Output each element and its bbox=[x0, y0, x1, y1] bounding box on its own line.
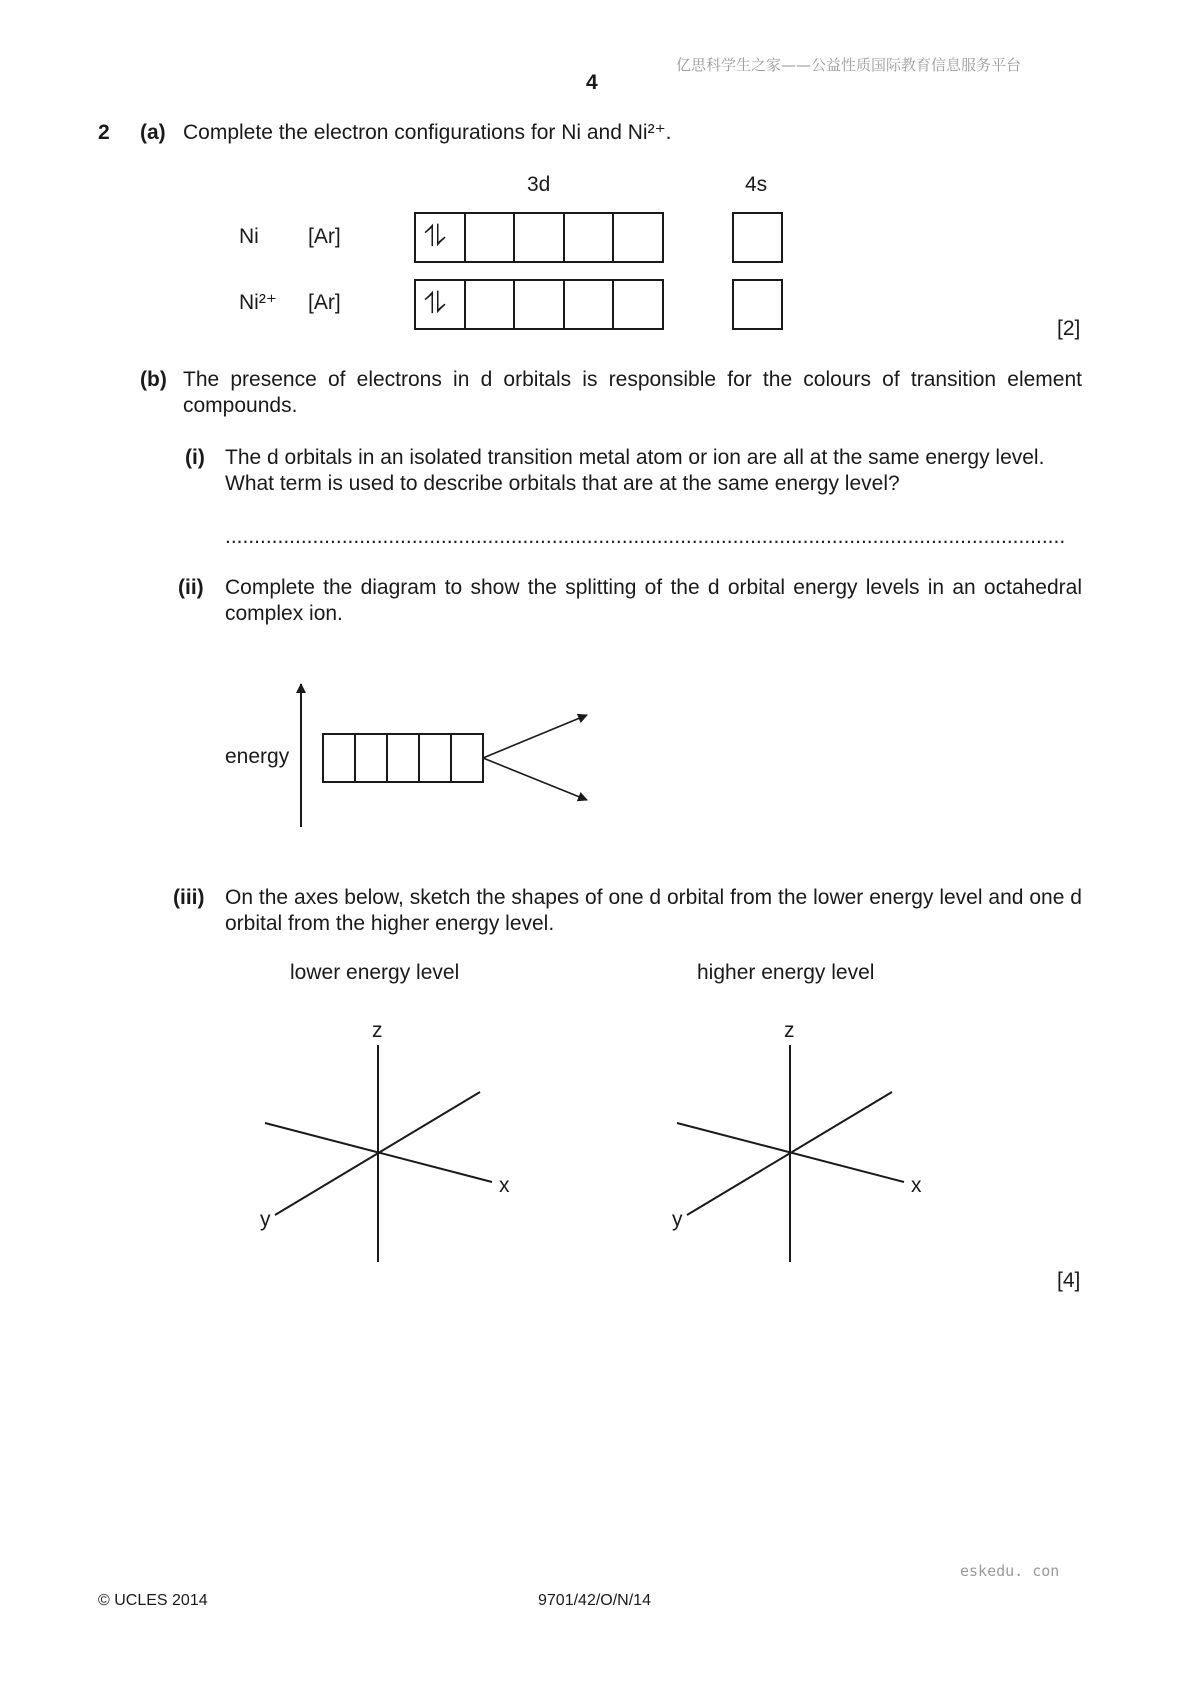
lower-z-label: z bbox=[372, 1019, 383, 1042]
part-bi-label: (i) bbox=[185, 446, 205, 469]
lower-energy-title: lower energy level bbox=[290, 961, 460, 984]
paired-electrons-icon: ⥮ bbox=[424, 219, 446, 254]
part-bii-label: (ii) bbox=[178, 576, 204, 599]
part-biii-label: (iii) bbox=[173, 886, 205, 909]
part-a-text: Complete the electron configurations for Ni and Ni²⁺. bbox=[183, 121, 672, 144]
answer-line[interactable]: ................................................................................................................................................ bbox=[225, 525, 1066, 548]
col-3d-label: 3d bbox=[527, 173, 551, 196]
header-watermark: 亿思科学生之家——公益性质国际教育信息服务平台 bbox=[676, 56, 1022, 74]
paired-electrons-icon: ⥮ bbox=[424, 286, 446, 321]
footer-copyright: © UCLES 2014 bbox=[98, 1592, 208, 1609]
part-bii-text: Complete the diagram to show the splitting of the d orbital energy levels in an octahedral complex ion. bbox=[225, 576, 1082, 625]
part-a-label: (a) bbox=[140, 121, 166, 144]
part-b-label: (b) bbox=[140, 368, 167, 391]
col-4s-label: 4s bbox=[745, 173, 768, 196]
footer-code: 9701/42/O/N/14 bbox=[538, 1592, 651, 1609]
higher-z-label: z bbox=[784, 1019, 795, 1042]
degenerate-d-boxes bbox=[323, 734, 483, 782]
ni-core: [Ar] bbox=[308, 225, 341, 248]
ni2-core: [Ar] bbox=[308, 291, 341, 314]
lower-x-label: x bbox=[499, 1174, 510, 1197]
part-b-text: The presence of electrons in d orbitals is responsible for the colours of transition element compounds. bbox=[183, 368, 1082, 417]
higher-energy-title: higher energy level bbox=[697, 961, 875, 984]
higher-x-label: x bbox=[911, 1174, 922, 1197]
page-number: 4 bbox=[586, 71, 598, 94]
question-number: 2 bbox=[98, 121, 110, 144]
higher-energy-axes bbox=[677, 1045, 904, 1262]
part-bi-text: The d orbitals in an isolated transition metal atom or ion are all at the same energy level. What term is used to describe orbitals that are at the same energy level? bbox=[225, 446, 1045, 495]
energy-axis-label: energy bbox=[225, 745, 290, 768]
part-biii-text: On the axes below, sketch the shapes of one d orbital from the lower energy level and one d orbital from the higher energy level. bbox=[225, 886, 1082, 935]
higher-y-label: y bbox=[672, 1208, 683, 1231]
part-a-marks: [2] bbox=[1057, 317, 1081, 340]
lower-y-label: y bbox=[260, 1208, 271, 1231]
footer-site: eskedu. con bbox=[960, 1562, 1060, 1580]
ni2-label: Ni²⁺ bbox=[239, 291, 277, 314]
splitting-arrows bbox=[483, 715, 587, 800]
part-b-marks: [4] bbox=[1057, 1269, 1081, 1292]
lower-energy-axes bbox=[265, 1045, 492, 1262]
ni-label: Ni bbox=[239, 225, 259, 248]
